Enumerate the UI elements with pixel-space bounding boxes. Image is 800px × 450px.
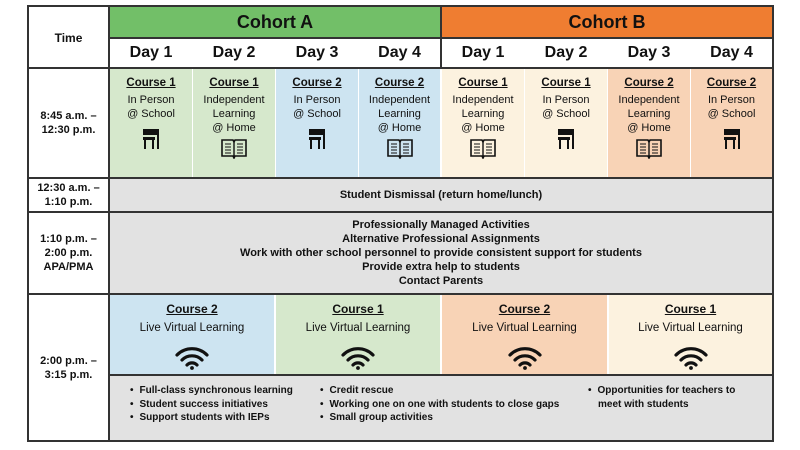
- course-title: Course 2: [292, 77, 342, 89]
- course-mode: Independent Learning @ Home: [368, 94, 431, 134]
- course-title: Course 1: [541, 77, 591, 89]
- divider: [110, 374, 772, 376]
- morning-cell: [442, 69, 524, 177]
- day-header: Day 2: [525, 39, 607, 67]
- morning-cell: [608, 69, 690, 177]
- live-mode: Live Virtual Learning: [638, 322, 743, 334]
- day-header: Day 1: [110, 39, 192, 67]
- divider: [29, 177, 772, 179]
- list-item: • Working one on one with students to close gaps: [320, 398, 580, 412]
- morning-cell: [359, 69, 440, 177]
- desk-icon: [139, 126, 163, 154]
- apa-line: Professionally Managed Activities: [352, 219, 530, 231]
- activities-list-2: [320, 384, 580, 425]
- day-header: Day 3: [608, 39, 690, 67]
- divider: [29, 67, 772, 69]
- cohort-a-header: Cohort A: [110, 7, 440, 37]
- live-mode: Live Virtual Learning: [139, 322, 245, 334]
- live-cell: [609, 295, 772, 374]
- list-item: • Full-class synchronous learning: [130, 384, 310, 398]
- course-mode: Independent Learning @ Home: [203, 94, 265, 134]
- morning-cell: [276, 69, 358, 177]
- book-icon: [386, 137, 414, 163]
- cohort-b-header: Cohort B: [442, 7, 772, 37]
- apa-line: Alternative Professional Assignments: [342, 233, 540, 245]
- book-icon: [469, 137, 497, 163]
- live-cell: [276, 295, 440, 374]
- list-item: • Opportunities for teachers to meet with students: [588, 384, 768, 411]
- course-title: Course 2: [374, 77, 425, 89]
- divider: [29, 293, 772, 295]
- morning-cell: [691, 69, 772, 177]
- morning-cell: [193, 69, 275, 177]
- course-title: Course 2: [706, 77, 757, 89]
- dismissal-text: Student Dismissal (return home/lunch): [339, 189, 543, 201]
- course-title: Course 1: [126, 77, 176, 89]
- wifi-icon: [175, 346, 209, 373]
- course-mode: Independent Learning @ Home: [452, 94, 514, 134]
- live-mode: Live Virtual Learning: [305, 322, 411, 334]
- time-morning: 8:45 a.m. – 12:30 p.m.: [40, 110, 97, 136]
- day-header: Day 4: [359, 39, 440, 67]
- morning-cell: [110, 69, 192, 177]
- desk-icon: [554, 126, 578, 154]
- live-course-title: Course 2: [498, 302, 551, 316]
- course-mode: In Person @ School: [707, 94, 756, 120]
- apa-line: Work with other school personnel to provide consistent support for students: [240, 247, 642, 259]
- list-item: • Credit rescue: [320, 384, 580, 398]
- live-course-title: Course 1: [332, 302, 384, 316]
- course-title: Course 2: [624, 77, 674, 89]
- wifi-icon: [674, 346, 708, 373]
- day-header: Day 3: [276, 39, 358, 67]
- course-title: Course 1: [458, 77, 508, 89]
- apa-line: Contact Parents: [398, 275, 484, 287]
- live-mode: Live Virtual Learning: [472, 322, 577, 334]
- wifi-icon: [508, 346, 542, 373]
- time-apa: 1:10 p.m. – 2:00 p.m. APA/PMA: [40, 233, 97, 273]
- book-icon: [635, 137, 663, 163]
- list-item: • Student success initiatives: [130, 398, 310, 412]
- desk-icon: [305, 126, 329, 154]
- divider: [110, 37, 772, 39]
- activities-list-3: [588, 384, 768, 411]
- course-mode: Independent Learning @ Home: [618, 94, 680, 134]
- apa-band: [110, 213, 772, 293]
- course-mode: In Person @ School: [293, 94, 341, 120]
- apa-line: Provide extra help to students: [362, 261, 520, 273]
- activities-list-1: [130, 384, 310, 425]
- time-lunch: 12:30 a.m. – 1:10 p.m.: [37, 182, 100, 208]
- list-item: • Support students with IEPs: [130, 411, 310, 425]
- live-cell: [442, 295, 607, 374]
- time-header: Time: [54, 31, 83, 45]
- list-item: • Small group activities: [320, 411, 580, 425]
- book-icon: [220, 137, 248, 163]
- course-mode: In Person @ School: [127, 94, 175, 120]
- live-course-title: Course 1: [664, 302, 717, 316]
- time-afternoon: 2:00 p.m. – 3:15 p.m.: [40, 354, 97, 381]
- desk-icon: [720, 126, 744, 154]
- course-title: Course 1: [209, 77, 259, 89]
- day-header: Day 4: [691, 39, 772, 67]
- day-header: Day 1: [442, 39, 524, 67]
- morning-cell: [525, 69, 607, 177]
- dismissal-band: [110, 179, 772, 211]
- divider: [29, 211, 772, 213]
- live-cell: [110, 295, 274, 374]
- course-mode: In Person @ School: [542, 94, 590, 120]
- day-header: Day 2: [193, 39, 275, 67]
- wifi-icon: [341, 346, 375, 373]
- live-course-title: Course 2: [166, 302, 218, 316]
